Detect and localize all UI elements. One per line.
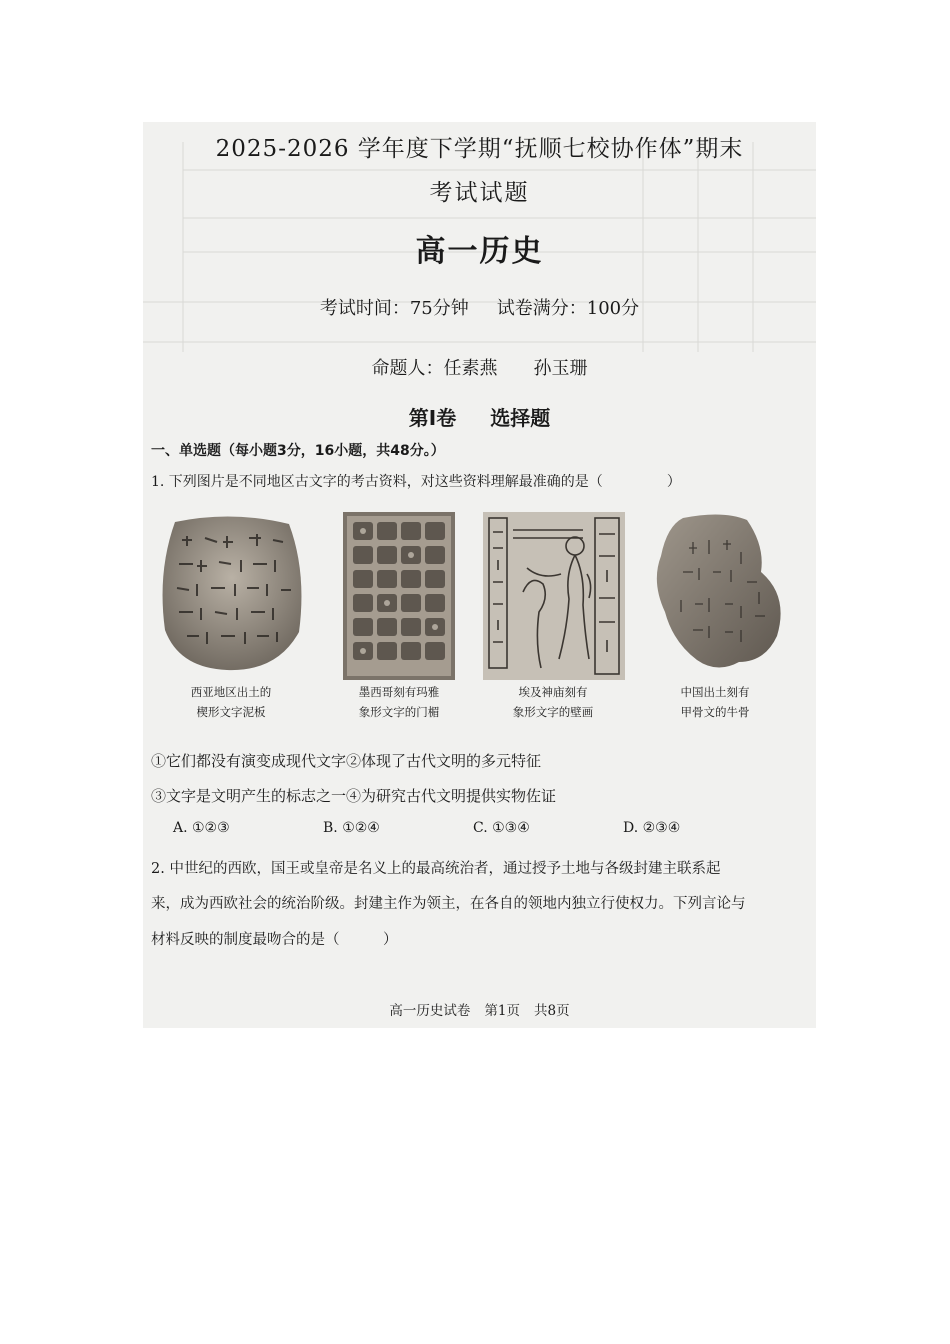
part-label: 第Ⅰ卷 <box>408 406 457 430</box>
section-heading: 一、单选题（每小题3分，16小题，共48分。） <box>151 443 445 459</box>
footer-doc-name: 高一历史试卷 <box>389 1003 471 1019</box>
page-footer <box>143 999 816 1019</box>
figure-cuneiform-tablet <box>157 512 307 674</box>
option-c: C. ①③④ <box>473 820 530 836</box>
authors <box>143 354 816 380</box>
footer-page: 第1页 <box>484 1003 520 1019</box>
author-label: 命题人：任素燕 <box>371 358 498 379</box>
figure-oracle-bone <box>643 512 793 674</box>
option-a: A. ①②③ <box>173 820 230 836</box>
exam-title-line1: 2025-2026 学年度下学期“抚顺七校协作体”期末 <box>215 136 744 162</box>
answer-paren-close: ） <box>666 474 681 490</box>
subject-title: 高一历史 <box>415 234 544 269</box>
question-1-statements-1: ①它们都没有演变成现代文字②体现了古代文明的多元特征 <box>151 752 542 770</box>
option-b: B. ①②④ <box>323 820 380 836</box>
figure-4-caption: 中国出土刻有 甲骨文的牛骨 <box>680 685 750 719</box>
exam-score: 试卷满分：100分 <box>496 298 640 319</box>
figure-egyptian-relief <box>483 512 625 680</box>
question-2-line-2: 来，成为西欧社会的统治阶级。封建主作为领主，在各自的领地内独立行使权力。下列言论与 <box>151 896 746 912</box>
question-1-text: 1. 下列图片是不同地区古文字的考古资料，对这些资料理解最准确的是（ <box>151 474 603 490</box>
exam-time: 考试时间：75分钟 <box>319 298 469 319</box>
question-2-line-1: 2. 中世纪的西欧，国王或皇帝是名义上的最高统治者，通过授予土地与各级封建主联系起 <box>151 861 721 877</box>
part-heading <box>143 402 816 431</box>
figure-3-caption: 埃及神庙刻有 象形文字的壁画 <box>512 685 594 719</box>
part-name: 选择题 <box>490 406 551 430</box>
footer-total: 共8页 <box>534 1003 570 1019</box>
exam-meta <box>143 294 816 320</box>
figure-1-caption: 西亚地区出土的 楔形文字泥板 <box>190 685 272 719</box>
option-d: D. ②③④ <box>623 820 681 836</box>
question-1-options <box>173 820 773 836</box>
author-2: 孙玉珊 <box>533 358 588 379</box>
question-2-line-3: 材料反映的制度最吻合的是（ ） <box>151 932 398 948</box>
figure-maya-lintel <box>343 512 455 680</box>
exam-page <box>143 122 816 1028</box>
figure-2-caption: 墨西哥刻有玛雅 象形文字的门楣 <box>358 685 440 719</box>
exam-title-line2: 考试试题 <box>429 180 530 206</box>
question-1-statements-2: ③文字是文明产生的标志之一④为研究古代文明提供实物佐证 <box>151 787 557 805</box>
question-1-stem <box>151 471 681 491</box>
